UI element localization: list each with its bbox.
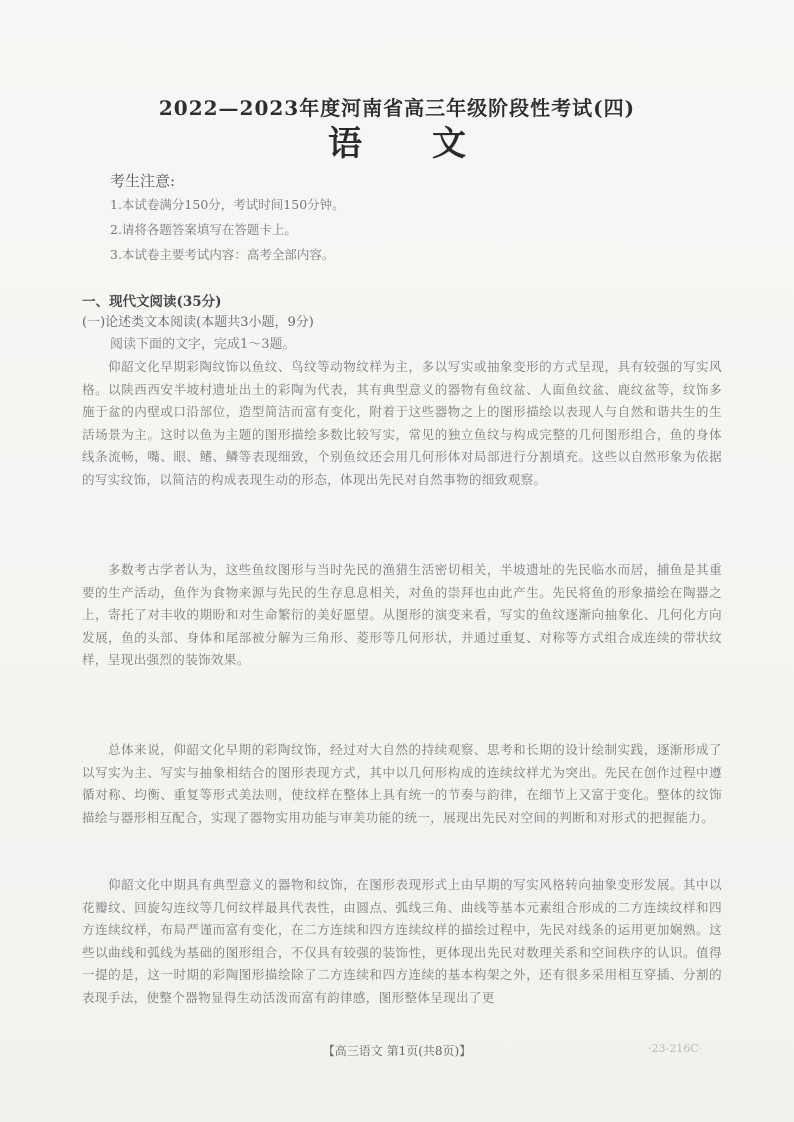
page-footer: 【高三语文 第1页(共8页)】 (322, 1044, 472, 1058)
passage-paragraph: 仰韶文化中期具有典型意义的器物和纹饰，在图形表现形式上由早期的写实风格转向抽象变形发展。其中以花瓣纹、回旋勾连纹等几何纹样最具代表性，由圆点、弧线三角、曲线等基本元素组合形成的二方连续纹样和四方连续纹样，布局严谨而富有变化，在二方连续和四方连续纹样的描绘过程中，先民对线条的运用更加娴熟。这些以曲线和弧线为基础的图形组合，不仅具有较强的装饰性，更体现出先民对数理关系和空间秩序的认识。值得一提的是，这一时期的彩陶图形描绘除了二方连续和四方连续的基本构架之外，还有很多采用相互穿插、分割的表现手法，使整个器物显得生动活泼而富有韵律感，图形整体呈现出了更 (82, 877, 722, 1005)
passage-paragraph: 总体来说，仰韶文化早期的彩陶纹饰，经过对大自然的持续观察、思考和长期的设计绘制实践，逐渐形成了以写实为主、写实与抽象相结合的图形表现方式，其中以几何形构成的连续纹样尤为突出。先民在创作过程中遵循对称、均衡、重复等形式美法则，使纹样在整体上具有统一的节奏与韵律，在细节上又富于变化。整体的纹饰描绘与器形相互配合，实现了器物实用功能与审美功能的统一，展现出先民对空间的判断和对形式的把握能力。 (82, 742, 722, 825)
exam-title: 2022—2023年度河南省高三年级阶段性考试(四) (158, 96, 636, 120)
notice-item: 3.本试卷主要考试内容：高考全部内容。 (110, 247, 335, 262)
section-heading: 一、现代文阅读(35分) (82, 294, 222, 310)
passage-paragraph: 仰韶文化早期彩陶纹饰以鱼纹、鸟纹等动物纹样为主，多以写实或抽象变形的方式呈现，具有较强的写实风格。以陕西西安半坡村遗址出土的彩陶为代表，其有典型意义的器物有鱼纹盆、人面鱼纹盆、鹿纹盆等，纹饰多施于盆的内壁或口沿部位，造型简洁而富有变化，附着于这些器物之上的图形描绘以表现人与自然和谐共生的生活场景为主。这时以鱼为主题的图形描绘多数比较写实，常见的独立鱼纹与构成完整的几何图形组合，鱼的身体线条流畅，嘴、眼、鳍、鳞等表现细致，个别鱼纹还会用几何形体对局部进行分割填充。这些以自然形象为依据的写实纹饰，以简洁的构成表现生动的形态，体现出先民对自然事物的细致观察。 (82, 359, 722, 487)
exam-code: ·23-216C· (648, 1042, 703, 1055)
notice-item: 1.本试卷满分150分，考试时间150分钟。 (110, 197, 345, 212)
notice-list (110, 192, 670, 267)
reading-instruction: 阅读下面的文字，完成1～3题。 (110, 337, 296, 352)
passage-paragraph: 多数考古学者认为，这些鱼纹图形与当时先民的渔猎生活密切相关，半坡遗址的先民临水而居，捕鱼是其重要的生产活动，鱼作为食物来源与先民的生存息息相关，对鱼的崇拜也由此产生。先民将鱼的形象描绘在陶器之上，寄托了对丰收的期盼和对生命繁衍的美好愿望。从图形的演变来看，写实的鱼纹逐渐向抽象化、几何化方向发展，鱼的头部、身体和尾部被分解为三角形、菱形等几何形状，并通过重复、对称等方式组合成连续的带状纹样，呈现出强烈的装饰效果。 (82, 562, 722, 668)
notice-item: 2.请将各题答案填写在答题卡上。 (110, 222, 297, 237)
subject-title: 语文 (328, 124, 536, 164)
notice-heading: 考生注意: (110, 172, 176, 190)
subsection-heading: (一)论述类文本阅读(本题共3小题，9分) (82, 315, 314, 330)
reading-passage (82, 356, 722, 1032)
